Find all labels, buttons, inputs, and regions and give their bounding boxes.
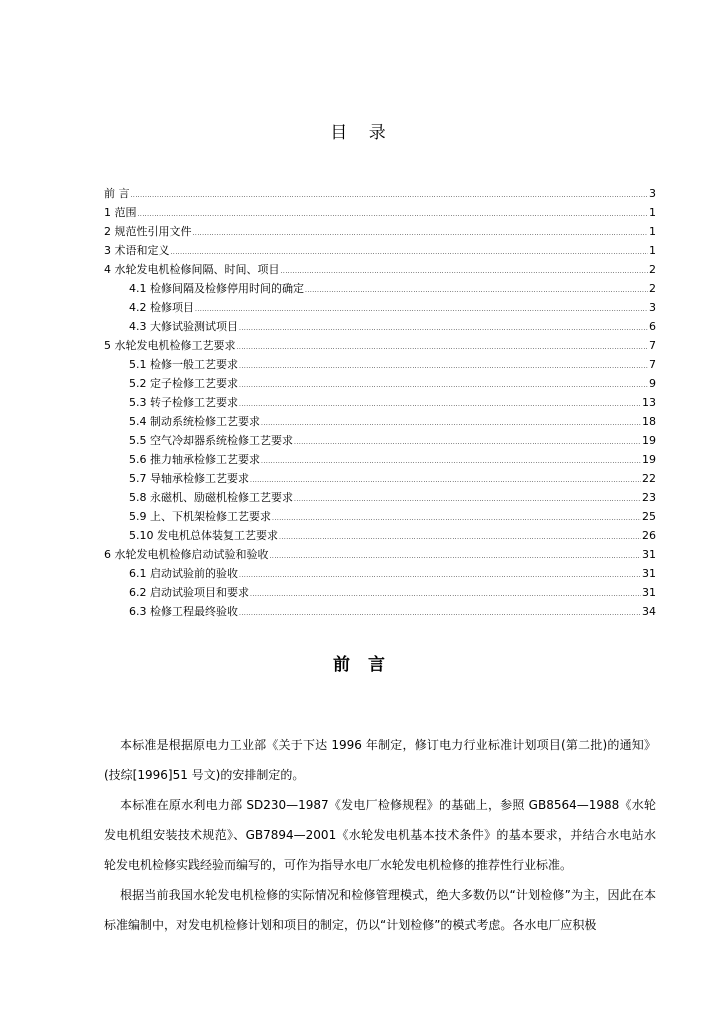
toc-entry-page: 25	[642, 510, 656, 523]
toc-title: 目 录	[330, 123, 394, 143]
toc-leader-dots	[239, 566, 641, 585]
foreword-paragraph: 根据当前我国水轮发电机检修的实际情况和检修管理模式，绝大多数仍以“计划检修”为主，因此在本标准编制中，对发电机检修计划和项目的制定，仍以“计划检修”的模式考虑。各水电厂应积极	[104, 888, 656, 932]
toc-entry-label: 5.9 上、下机架检修工艺要求	[129, 510, 271, 523]
toc-entry-page: 1	[649, 225, 656, 238]
toc-entry-label: 3 术语和定义	[104, 244, 170, 257]
toc-entry-page: 13	[642, 396, 656, 409]
toc-entry-page: 7	[649, 358, 656, 371]
toc-leader-dots	[279, 528, 641, 547]
toc-leader-dots	[138, 205, 649, 224]
toc-entry-page: 31	[642, 567, 656, 580]
toc-entry-label: 4.3 大修试验测试项目	[129, 320, 238, 333]
toc-leader-dots	[131, 186, 649, 205]
toc-entry-page: 6	[649, 320, 656, 333]
toc-entry-page: 7	[649, 339, 656, 352]
toc-entry-page: 19	[642, 434, 656, 447]
toc-entry[interactable]	[104, 431, 656, 450]
toc-entry-label: 4 水轮发电机检修间隔、时间、项目	[104, 263, 280, 276]
toc-leader-dots	[239, 604, 641, 623]
toc-leader-dots	[237, 338, 649, 357]
toc-leader-dots	[261, 452, 641, 471]
toc-entry[interactable]	[104, 260, 656, 279]
toc-entry-page: 2	[649, 263, 656, 276]
toc-entry-page: 9	[649, 377, 656, 390]
table-of-contents	[104, 184, 656, 621]
toc-leader-dots	[239, 357, 648, 376]
toc-entry[interactable]	[104, 526, 656, 545]
toc-leader-dots	[239, 376, 648, 395]
toc-entry[interactable]	[104, 298, 656, 317]
toc-leader-dots	[239, 395, 641, 414]
toc-entry-page: 3	[649, 301, 656, 314]
toc-leader-dots	[250, 471, 641, 490]
toc-leader-dots	[250, 585, 641, 604]
toc-leader-dots	[294, 433, 641, 452]
toc-leader-dots	[193, 224, 649, 243]
toc-entry-label: 2 规范性引用文件	[104, 225, 192, 238]
toc-entry-label: 5.1 检修一般工艺要求	[129, 358, 238, 371]
toc-entry-page: 22	[642, 472, 656, 485]
toc-entry[interactable]	[104, 336, 656, 355]
toc-entry[interactable]	[104, 393, 656, 412]
toc-entry[interactable]	[104, 545, 656, 564]
toc-entry-label: 4.1 检修间隔及检修停用时间的确定	[129, 282, 304, 295]
toc-leader-dots	[294, 490, 641, 509]
toc-entry[interactable]	[104, 184, 656, 203]
toc-entry-label: 5.8 永磁机、励磁机检修工艺要求	[129, 491, 293, 504]
toc-entry-page: 31	[642, 586, 656, 599]
toc-entry[interactable]	[104, 412, 656, 431]
toc-entry[interactable]	[104, 222, 656, 241]
toc-entry[interactable]	[104, 317, 656, 336]
toc-entry-page: 34	[642, 605, 656, 618]
toc-entry[interactable]	[104, 241, 656, 260]
toc-leader-dots	[195, 300, 648, 319]
toc-entry-page: 1	[649, 206, 656, 219]
toc-entry-label: 5 水轮发电机检修工艺要求	[104, 339, 236, 352]
toc-leader-dots	[239, 319, 648, 338]
toc-entry[interactable]	[104, 374, 656, 393]
toc-entry-label: 6 水轮发电机检修启动试验和验收	[104, 548, 269, 561]
toc-entry[interactable]	[104, 564, 656, 583]
foreword-title: 前 言	[333, 655, 391, 675]
toc-entry-page: 26	[642, 529, 656, 542]
toc-entry-label: 5.4 制动系统检修工艺要求	[129, 415, 260, 428]
toc-leader-dots	[281, 262, 649, 281]
toc-entry-page: 23	[642, 491, 656, 504]
toc-leader-dots	[272, 509, 641, 528]
toc-leader-dots	[261, 414, 641, 433]
foreword-paragraph: 本标准在原水利电力部 SD230—1987《发电厂检修规程》的基础上，参照 GB8564—1988《水轮发电机组安装技术规范》、GB7894—2001《水轮发电机基本技术条件》的基本要求，并结合水电站水轮发电机检修实践经验而编写的，可作为指导水电厂水轮发电机检修的推荐性行业标准。	[104, 798, 656, 872]
toc-entry[interactable]	[104, 583, 656, 602]
toc-entry-page: 1	[649, 244, 656, 257]
foreword-paragraph: 本标准是根据原电力工业部《关于下达 1996 年制定，修订电力行业标准计划项目(第二批)的通知》(技综[1996]51 号文)的安排制定的。	[104, 738, 656, 782]
toc-entry[interactable]	[104, 602, 656, 621]
foreword-body	[104, 730, 656, 940]
toc-entry-label: 前 言	[104, 187, 130, 200]
toc-entry[interactable]	[104, 469, 656, 488]
toc-entry-label: 6.2 启动试验项目和要求	[129, 586, 249, 599]
toc-entry[interactable]	[104, 279, 656, 298]
toc-entry-page: 31	[642, 548, 656, 561]
toc-entry-label: 5.3 转子检修工艺要求	[129, 396, 238, 409]
toc-entry-label: 5.10 发电机总体装复工艺要求	[129, 529, 278, 542]
toc-entry-label: 5.6 推力轴承检修工艺要求	[129, 453, 260, 466]
toc-entry-label: 1 范围	[104, 206, 137, 219]
toc-entry[interactable]	[104, 203, 656, 222]
toc-entry-label: 5.7 导轴承检修工艺要求	[129, 472, 249, 485]
toc-entry-page: 19	[642, 453, 656, 466]
toc-entry-page: 2	[649, 282, 656, 295]
toc-entry-label: 4.2 检修项目	[129, 301, 194, 314]
toc-entry[interactable]	[104, 488, 656, 507]
toc-entry[interactable]	[104, 507, 656, 526]
toc-leader-dots	[305, 281, 648, 300]
toc-entry-label: 5.2 定子检修工艺要求	[129, 377, 238, 390]
toc-entry-label: 6.1 启动试验前的验收	[129, 567, 238, 580]
toc-entry-label: 6.3 检修工程最终验收	[129, 605, 238, 618]
toc-entry[interactable]	[104, 355, 656, 374]
toc-entry[interactable]	[104, 450, 656, 469]
toc-entry-page: 3	[649, 187, 656, 200]
toc-leader-dots	[270, 547, 642, 566]
toc-entry-label: 5.5 空气冷却器系统检修工艺要求	[129, 434, 293, 447]
toc-entry-page: 18	[642, 415, 656, 428]
